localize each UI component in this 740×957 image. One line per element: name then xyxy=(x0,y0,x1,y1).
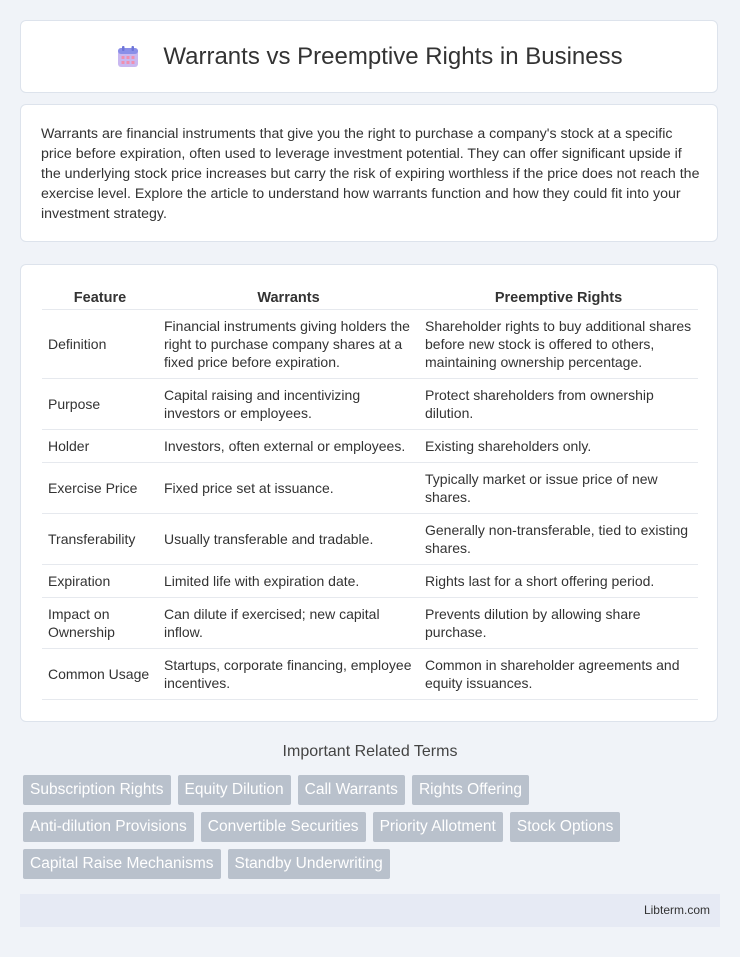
tag-call-warrants[interactable]: Call Warrants xyxy=(298,775,405,805)
table-row xyxy=(42,379,698,430)
comparison-card xyxy=(20,264,718,722)
footer xyxy=(20,894,720,927)
tag-equity-dilution[interactable]: Equity Dilution xyxy=(178,775,291,805)
tag-priority-allotment[interactable]: Priority Allotment xyxy=(373,812,503,842)
row-warrants: Limited life with expiration date. xyxy=(158,565,419,598)
intro-card xyxy=(20,104,718,242)
row-feature: Purpose xyxy=(42,379,158,430)
row-feature: Definition xyxy=(42,310,158,379)
row-warrants: Investors, often external or employees. xyxy=(158,430,419,463)
page-title: Warrants vs Preemptive Rights in Business xyxy=(163,42,623,70)
header-warrants: Warrants xyxy=(158,287,419,310)
row-warrants: Financial instruments giving holders the right to purchase company shares at a fixed price before expiration. xyxy=(158,310,419,379)
table-row xyxy=(42,430,698,463)
related-terms-tags xyxy=(23,775,703,886)
related-terms-title: Important Related Terms xyxy=(282,743,458,760)
table-row xyxy=(42,514,698,565)
row-warrants: Startups, corporate financing, employee incentives. xyxy=(158,649,419,700)
table-row xyxy=(42,463,698,514)
header-preemptive-rights: Preemptive Rights xyxy=(419,287,698,310)
row-preemptive: Common in shareholder agreements and equity issuances. xyxy=(419,649,698,700)
calendar-icon xyxy=(115,44,141,70)
tag-capital-raise-mechanisms[interactable]: Capital Raise Mechanisms xyxy=(23,849,221,879)
tag-anti-dilution-provisions[interactable]: Anti-dilution Provisions xyxy=(23,812,194,842)
row-feature: Transferability xyxy=(42,514,158,565)
row-feature: Impact on Ownership xyxy=(42,598,158,649)
footer-site-link[interactable]: Libterm.com xyxy=(643,903,710,917)
row-preemptive: Generally non-transferable, tied to existing shares. xyxy=(419,514,698,565)
row-warrants: Can dilute if exercised; new capital inflow. xyxy=(158,598,419,649)
row-warrants: Usually transferable and tradable. xyxy=(158,514,419,565)
row-warrants: Capital raising and incentivizing investors or employees. xyxy=(158,379,419,430)
row-preemptive: Rights last for a short offering period. xyxy=(419,565,698,598)
row-warrants: Fixed price set at issuance. xyxy=(158,463,419,514)
table-row xyxy=(42,598,698,649)
table-row xyxy=(42,649,698,700)
row-preemptive: Prevents dilution by allowing share purchase. xyxy=(419,598,698,649)
tag-subscription-rights[interactable]: Subscription Rights xyxy=(23,775,171,805)
row-preemptive: Typically market or issue price of new shares. xyxy=(419,463,698,514)
tag-standby-underwriting[interactable]: Standby Underwriting xyxy=(228,849,390,879)
intro-text: Warrants are financial instruments that give you the right to purchase a company's stock at a specific price before expiration, often used to leverage investment potential. They can offer significant upside if the underlying stock price increases but carry the risk of expiring worthless if the price does not reach the exercise level. Explore the article to understand how warrants function and how they could fit into your investment strategy. xyxy=(41,126,700,222)
row-preemptive: Protect shareholders from ownership dilution. xyxy=(419,379,698,430)
row-feature: Common Usage xyxy=(42,649,158,700)
row-feature: Expiration xyxy=(42,565,158,598)
comparison-table xyxy=(42,287,698,700)
table-row xyxy=(42,310,698,379)
row-feature: Holder xyxy=(42,430,158,463)
table-header-row xyxy=(42,287,698,310)
tag-rights-offering[interactable]: Rights Offering xyxy=(412,775,529,805)
header-feature: Feature xyxy=(42,287,158,310)
tag-stock-options[interactable]: Stock Options xyxy=(510,812,621,842)
header-card xyxy=(20,20,718,93)
row-preemptive: Existing shareholders only. xyxy=(419,430,698,463)
tag-convertible-securities[interactable]: Convertible Securities xyxy=(201,812,366,842)
row-preemptive: Shareholder rights to buy additional shares before new stock is offered to others, maintaining ownership percentage. xyxy=(419,310,698,379)
row-feature: Exercise Price xyxy=(42,463,158,514)
table-row xyxy=(42,565,698,598)
